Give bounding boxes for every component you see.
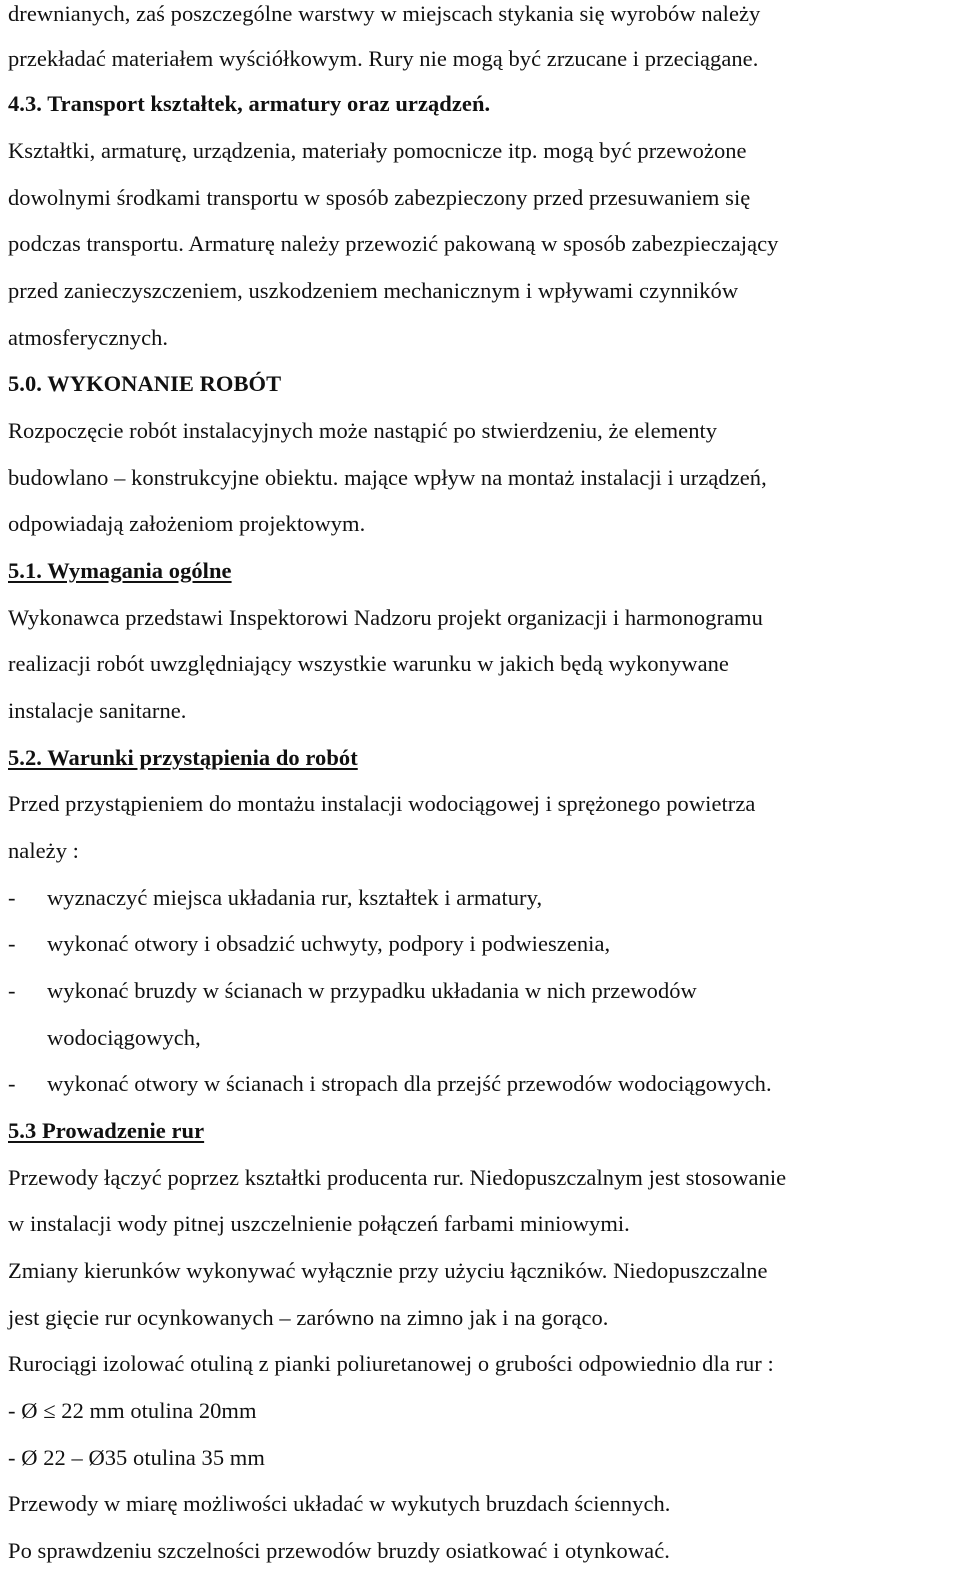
paragraph-line: budowlano – konstrukcyjne obiektu. mające wpływ na montaż instalacji i urządzeń, xyxy=(8,465,767,490)
section-heading-5-1: 5.1. Wymagania ogólne xyxy=(8,558,232,583)
paragraph-line: w instalacji wody pitnej uszczelnienie połączeń farbami miniowymi. xyxy=(8,1211,630,1236)
section-heading-5-0: 5.0. WYKONANIE ROBÓT xyxy=(8,371,282,396)
paragraph-line: drewnianych, zaś poszczególne warstwy w miejscach stykania się wyrobów należy xyxy=(8,1,761,26)
paragraph-line: dowolnymi środkami transportu w sposób zabezpieczony przed przesuwaniem się xyxy=(8,185,751,210)
paragraph-line: Kształtki, armaturę, urządzenia, materiały pomocnicze itp. mogą być przewożone xyxy=(8,138,747,163)
list-item: wykonać otwory w ścianach i stropach dla przejść przewodów wodociągowych. xyxy=(47,1071,772,1096)
list-item: wyznaczyć miejsca układania rur, kształtek i armatury, xyxy=(47,885,543,910)
paragraph-line: odpowiadają założeniom projektowym. xyxy=(8,511,366,536)
list-dash: - xyxy=(8,1071,16,1096)
paragraph-line: atmosferycznych. xyxy=(8,325,169,350)
insulation-rule-2: - Ø 22 – Ø35 otulina 35 mm xyxy=(8,1445,265,1470)
paragraph-line: Rozpoczęcie robót instalacyjnych może nastąpić po stwierdzeniu, że elementy xyxy=(8,418,718,443)
paragraph-line: podczas transportu. Armaturę należy przewozić pakowaną w sposób zabezpieczający xyxy=(8,231,779,256)
paragraph-line: przekładać materiałem wyściółkowym. Rury nie mogą być zrzucane i przeciągane. xyxy=(8,46,759,71)
list-dash: - xyxy=(8,885,16,910)
paragraph-line: Rurociągi izolować otuliną z pianki poliuretanowej o grubości odpowiednio dla rur : xyxy=(8,1351,774,1376)
paragraph-line: przed zanieczyszczeniem, uszkodzeniem mechanicznym i wpływami czynników xyxy=(8,278,739,303)
list-dash: - xyxy=(8,931,16,956)
list-item: wykonać bruzdy w ścianach w przypadku układania w nich przewodów xyxy=(47,978,697,1003)
paragraph-line: instalacje sanitarne. xyxy=(8,698,187,723)
paragraph-line: Wykonawca przedstawi Inspektorowi Nadzoru projekt organizacji i harmonogramu xyxy=(8,605,763,630)
paragraph-line: jest gięcie rur ocynkowanych – zarówno na zimno jak i na gorąco. xyxy=(8,1305,609,1330)
paragraph-line: Po sprawdzeniu szczelności przewodów bruzdy osiatkować i otynkować. xyxy=(8,1538,670,1563)
paragraph-line: Przewody w miarę możliwości układać w wykutych bruzdach ściennych. xyxy=(8,1491,671,1516)
paragraph-line: należy : xyxy=(8,838,79,863)
insulation-rule-1: - Ø ≤ 22 mm otulina 20mm xyxy=(8,1398,257,1423)
paragraph-line: Przewody łączyć poprzez kształtki producenta rur. Niedopuszczalnym jest stosowanie xyxy=(8,1165,787,1190)
list-dash: - xyxy=(8,978,16,1003)
section-heading-4-3: 4.3. Transport kształtek, armatury oraz urządzeń. xyxy=(8,91,491,116)
section-heading-5-3: 5.3 Prowadzenie rur xyxy=(8,1118,205,1143)
list-item-continuation: wodociągowych, xyxy=(47,1025,201,1050)
paragraph-line: Zmiany kierunków wykonywać wyłącznie przy użyciu łączników. Niedopuszczalne xyxy=(8,1258,768,1283)
paragraph-line: realizacji robót uwzględniający wszystkie warunku w jakich będą wykonywane xyxy=(8,651,729,676)
list-item: wykonać otwory i obsadzić uchwyty, podpory i podwieszenia, xyxy=(47,931,611,956)
section-heading-5-2: 5.2. Warunki przystąpienia do robót xyxy=(8,745,358,770)
paragraph-line: Przed przystąpieniem do montażu instalacji wodociągowej i sprężonego powietrza xyxy=(8,791,756,816)
